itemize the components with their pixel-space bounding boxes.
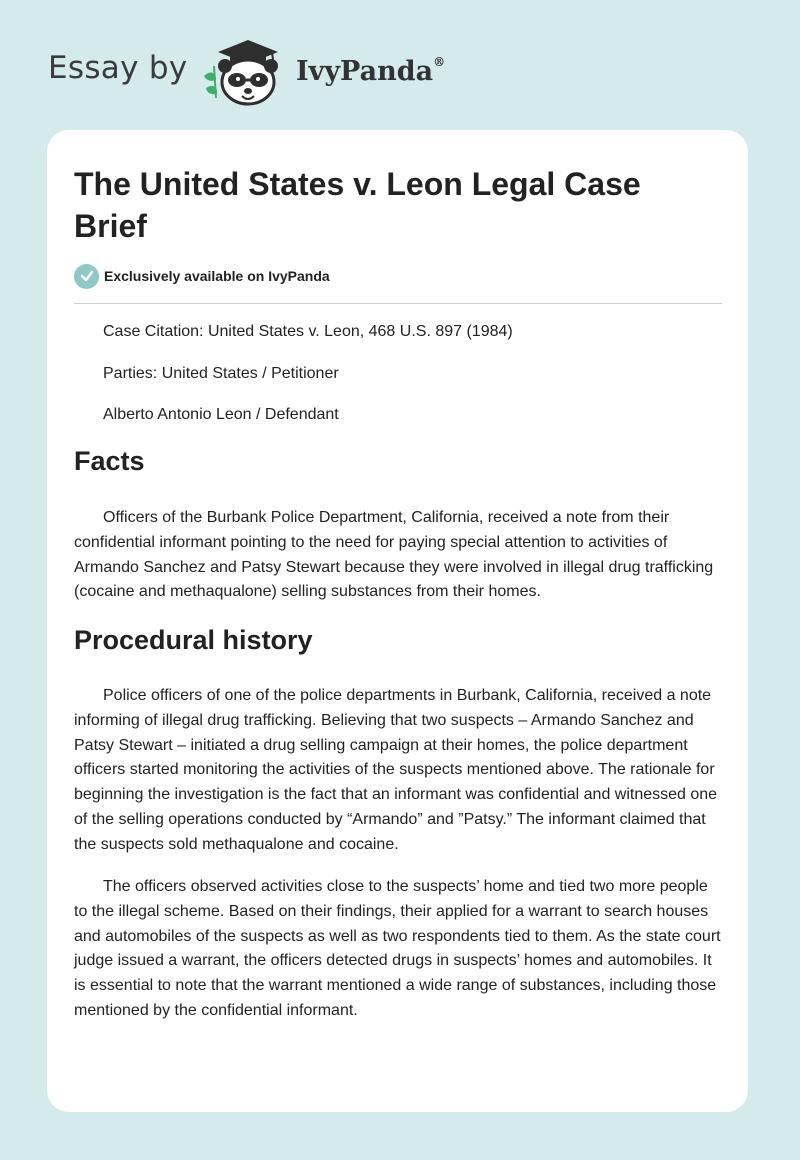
essay-by-label: Essay by bbox=[48, 50, 188, 86]
panda-logo-icon[interactable] bbox=[200, 36, 296, 110]
parties-petitioner: Parties: United States / Petitioner bbox=[103, 365, 339, 382]
brand-text: IvyPanda bbox=[296, 56, 434, 87]
procedural-paragraph-1 bbox=[74, 684, 722, 858]
case-citation: Case Citation: United States v. Leon, 468 U.S. 897 (1984) bbox=[103, 323, 513, 340]
site-header bbox=[0, 0, 800, 130]
document-card bbox=[47, 130, 748, 1112]
parties-defendant: Alberto Antonio Leon / Defendant bbox=[103, 406, 339, 423]
check-icon bbox=[74, 264, 99, 289]
procedural-paragraph-2 bbox=[74, 875, 722, 1024]
registered-mark: ® bbox=[433, 55, 446, 69]
brand-name[interactable] bbox=[296, 56, 445, 87]
exclusive-badge bbox=[74, 263, 330, 289]
procedural-text-1: Police officers of one of the police departments in Burbank, California, received a note informing of illegal drug trafficking. Believing that two suspects – Armando Sanchez and Patsy Stewart – initiated a drug selling campaign at their homes, the police department officers started monitoring the activities of the suspects mentioned above. The rationale for beginning the investigation is the fact that an informant was confidential and witnessed one of the selling operations conducted by “Armando” and ”Patsy.” The informant claimed that the suspects sold methaqualone and cocaine. bbox=[74, 687, 718, 853]
divider bbox=[74, 303, 722, 304]
badge-text: Exclusively available on IvyPanda bbox=[104, 268, 330, 284]
facts-heading: Facts bbox=[74, 446, 145, 476]
page-title: The United States v. Leon Legal Case Brief bbox=[74, 166, 641, 244]
procedural-text-2: The officers observed activities close to the suspects’ home and tied two more people to the illegal scheme. Based on their findings, their applied for a warrant to search houses and automobiles of the suspects as well as two respondents tied to them. As the state court judge issued a warrant, the officers detected drugs in suspects’ homes and automobiles. It is essential to note that the warrant mentioned a wide range of substances, including those mentioned by the confidential informant. bbox=[74, 878, 721, 1019]
procedural-heading: Procedural history bbox=[74, 625, 313, 655]
facts-text: Officers of the Burbank Police Department, California, received a note from their confidential informant pointing to the need for paying special attention to activities of Armando Sanchez and Patsy Stewart because they were involved in illegal drug trafficking (cocaine and methaqualone) selling substances from their homes. bbox=[74, 509, 714, 601]
facts-paragraph bbox=[74, 506, 722, 605]
